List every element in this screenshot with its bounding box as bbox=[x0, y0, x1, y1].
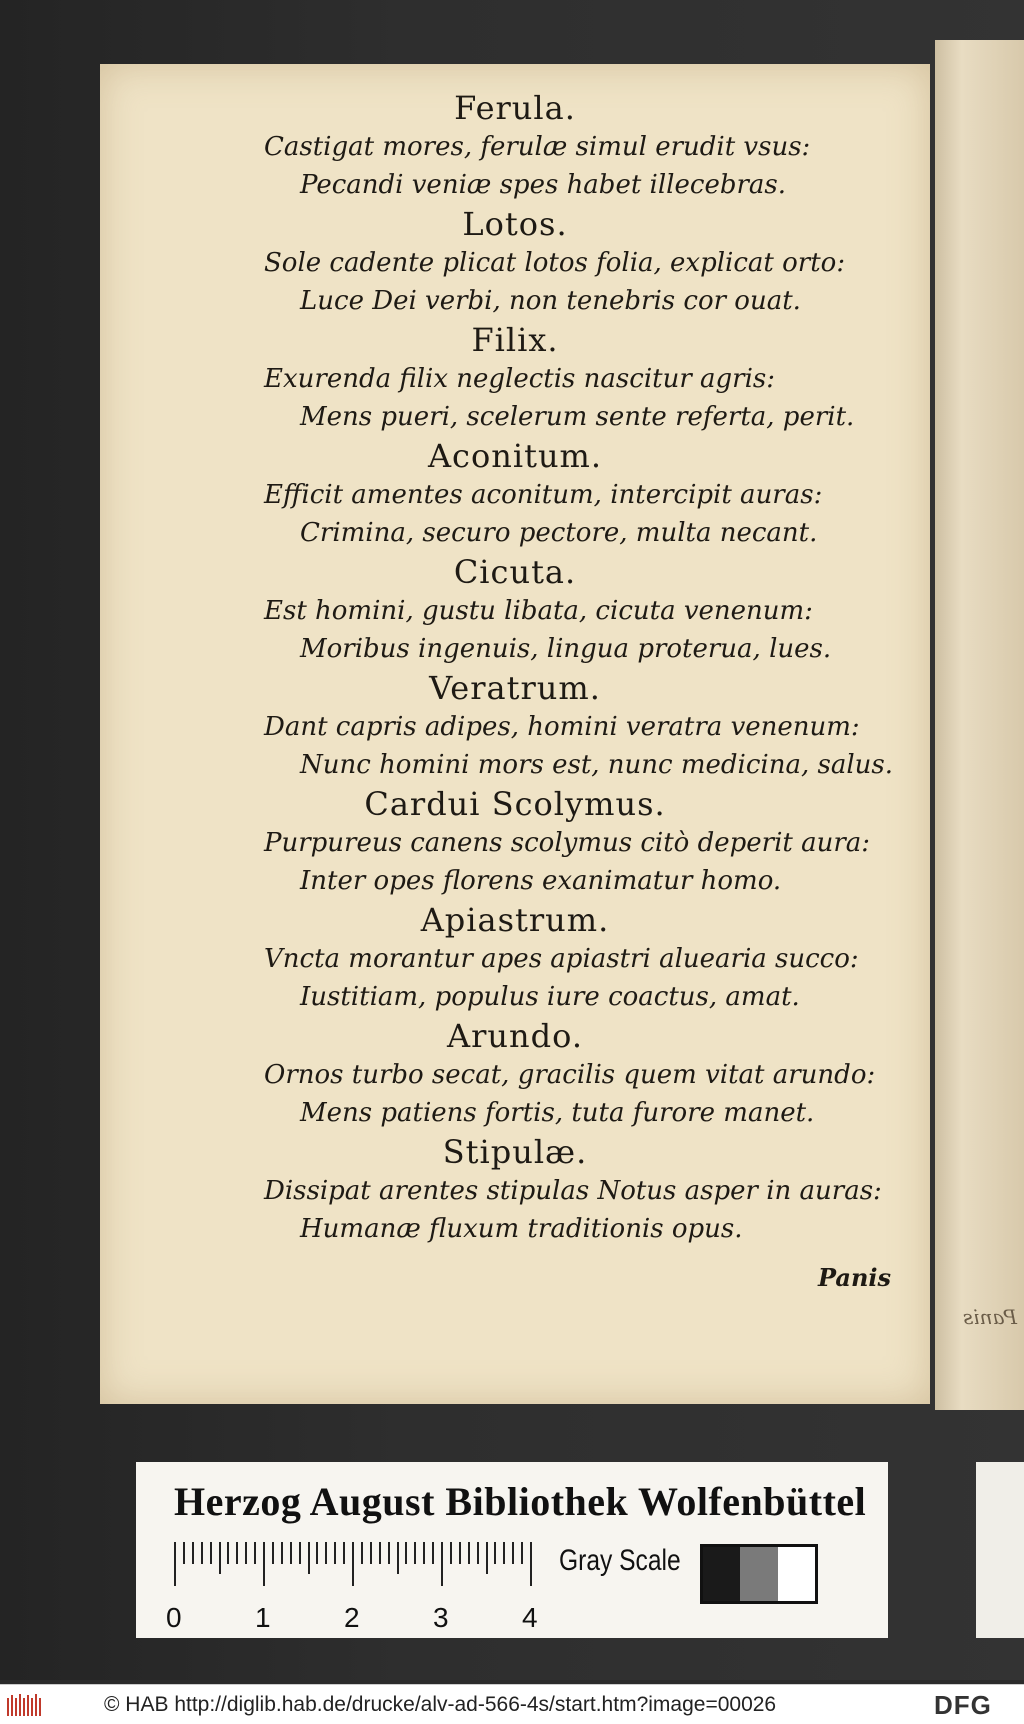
verse-line-1: Ornos turbo secat, gracilis quem vitat arundo: bbox=[264, 1060, 876, 1090]
entry-heading: Filix. bbox=[471, 321, 559, 359]
gray-scale-label: Gray Scale bbox=[559, 1544, 681, 1577]
ruler-tick bbox=[308, 1542, 310, 1574]
ruler-tick bbox=[477, 1542, 479, 1564]
verse-line-1: Dissipat arentes stipulas Notus asper in auras: bbox=[264, 1176, 882, 1206]
page-text bbox=[100, 88, 930, 1248]
ruler-tick bbox=[201, 1542, 203, 1564]
verse-line-2: Mens patiens fortis, tuta furore manet. bbox=[300, 1098, 815, 1128]
ruler-tick bbox=[379, 1542, 381, 1564]
ruler-tick bbox=[192, 1542, 194, 1564]
ruler-tick bbox=[316, 1542, 318, 1564]
ruler-tick bbox=[503, 1542, 505, 1564]
bleed-through-text: Panis bbox=[963, 1305, 1018, 1329]
hab-logo-icon bbox=[6, 1692, 46, 1718]
poem-entry bbox=[100, 88, 930, 204]
dfg-logo: DFG bbox=[934, 1690, 992, 1720]
verse-line-2: Moribus ingenuis, lingua proterua, lues. bbox=[300, 634, 832, 664]
ruler-tick bbox=[352, 1542, 354, 1586]
ruler-tick bbox=[521, 1542, 523, 1564]
verse-line-1: Efficit amentes aconitum, intercipit auras: bbox=[264, 480, 823, 510]
ruler-tick bbox=[459, 1542, 461, 1564]
ruler-tick bbox=[263, 1542, 265, 1586]
catchword: Panis bbox=[818, 1263, 892, 1292]
ruler-tick bbox=[432, 1542, 434, 1564]
ruler-tick bbox=[210, 1542, 212, 1564]
ruler-tick bbox=[290, 1542, 292, 1564]
ruler-number: 0 bbox=[166, 1602, 182, 1633]
ruler-tick bbox=[299, 1542, 301, 1564]
ruler-tick bbox=[405, 1542, 407, 1564]
ruler-tick bbox=[245, 1542, 247, 1564]
poem-entry bbox=[100, 668, 930, 784]
ruler-tick bbox=[183, 1542, 185, 1564]
verse-line-2: Luce Dei verbi, non tenebris cor ouat. bbox=[300, 286, 801, 316]
ruler-tick bbox=[281, 1542, 283, 1564]
verse-line-1: Exurenda filix neglectis nascitur agris: bbox=[264, 364, 776, 394]
entry-heading: Stipulæ. bbox=[442, 1133, 588, 1171]
entry-heading: Cicuta. bbox=[453, 553, 577, 591]
verse-line-1: Vncta morantur apes apiastri aluearia succo: bbox=[264, 944, 859, 974]
ruler-tick bbox=[334, 1542, 336, 1564]
entry-heading: Arundo. bbox=[447, 1017, 583, 1055]
ruler-tick bbox=[423, 1542, 425, 1564]
verse-line-2: Iustitiam, populus iure coactus, amat. bbox=[300, 982, 800, 1012]
ruler-number: 2 bbox=[344, 1602, 360, 1633]
ruler-tick bbox=[494, 1542, 496, 1564]
color-card bbox=[136, 1462, 888, 1638]
ruler-tick bbox=[512, 1542, 514, 1564]
entry-heading: Cardui Scolymus. bbox=[364, 785, 666, 823]
ruler-tick bbox=[530, 1542, 532, 1586]
gray-scale-swatch bbox=[700, 1544, 818, 1604]
ruler-tick bbox=[272, 1542, 274, 1564]
copyright-url[interactable]: © HAB http://diglib.hab.de/drucke/alv-ad-566-4s/start.htm?image=00026 bbox=[104, 1693, 777, 1716]
verse-line-1: Purpureus canens scolymus citò deperit aura: bbox=[264, 828, 871, 858]
poem-entry bbox=[100, 900, 930, 1016]
ruler-tick bbox=[370, 1542, 372, 1564]
poem-entry bbox=[100, 320, 930, 436]
footer-bar bbox=[0, 1684, 1024, 1724]
verse-line-1: Castigat mores, ferulæ simul erudit vsus: bbox=[264, 132, 811, 162]
ruler-tick bbox=[343, 1542, 345, 1564]
entry-heading: Veratrum. bbox=[429, 669, 601, 707]
gray-swatch bbox=[740, 1547, 777, 1601]
verse-line-1: Est homini, gustu libata, cicuta venenum: bbox=[264, 596, 813, 626]
verse-line-1: Sole cadente plicat lotos folia, explicat orto: bbox=[264, 248, 846, 278]
entry-heading: Lotos. bbox=[462, 205, 568, 243]
entry-heading: Ferula. bbox=[454, 89, 576, 127]
ruler-number: 4 bbox=[522, 1602, 538, 1633]
ruler-tick bbox=[468, 1542, 470, 1564]
ruler-tick bbox=[414, 1542, 416, 1564]
ruler-number: 1 bbox=[255, 1602, 271, 1633]
ruler-tick bbox=[325, 1542, 327, 1564]
ruler bbox=[166, 1542, 538, 1633]
ruler-tick bbox=[236, 1542, 238, 1564]
library-name: Herzog August Bibliothek Wolfenbüttel bbox=[174, 1479, 867, 1524]
poem-entry bbox=[100, 1016, 930, 1132]
poem-entry bbox=[100, 204, 930, 320]
gray-swatch bbox=[703, 1547, 740, 1601]
verse-line-1: Dant capris adipes, homini veratra venenum: bbox=[264, 712, 860, 742]
ruler-number: 3 bbox=[433, 1602, 449, 1633]
verse-line-2: Inter opes florens exanimatur homo. bbox=[300, 866, 782, 896]
entry-heading: Apiastrum. bbox=[420, 901, 610, 939]
poem-entry bbox=[100, 1132, 930, 1248]
poem-entry bbox=[100, 784, 930, 900]
gray-swatch bbox=[778, 1547, 815, 1601]
ruler-tick bbox=[388, 1542, 390, 1564]
ruler-tick bbox=[486, 1542, 488, 1574]
entry-heading: Aconitum. bbox=[427, 437, 603, 475]
verse-line-2: Crimina, securo pectore, multa necant. bbox=[300, 518, 818, 548]
facing-page-edge bbox=[935, 40, 1024, 1410]
ruler-tick bbox=[219, 1542, 221, 1574]
verse-line-2: Mens pueri, scelerum sente referta, perit. bbox=[300, 402, 855, 432]
ruler-tick bbox=[397, 1542, 399, 1574]
ruler-tick bbox=[174, 1542, 176, 1586]
ruler-tick bbox=[441, 1542, 443, 1586]
poem-entry bbox=[100, 436, 930, 552]
ruler-tick bbox=[361, 1542, 363, 1564]
verse-line-2: Nunc homini mors est, nunc medicina, salus. bbox=[300, 750, 894, 780]
verse-line-2: Pecandi veniæ spes habet illecebras. bbox=[300, 170, 787, 200]
ruler-tick bbox=[450, 1542, 452, 1564]
partial-color-card bbox=[976, 1462, 1024, 1638]
poem-entry bbox=[100, 552, 930, 668]
ruler-tick bbox=[254, 1542, 256, 1564]
ruler-tick bbox=[227, 1542, 229, 1564]
verse-line-2: Humanæ fluxum traditionis opus. bbox=[300, 1214, 743, 1244]
